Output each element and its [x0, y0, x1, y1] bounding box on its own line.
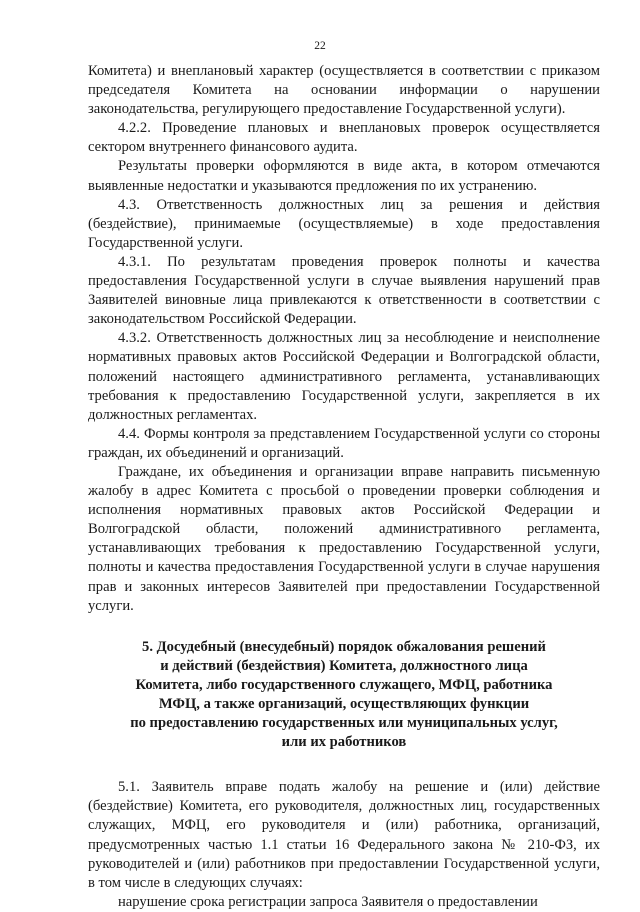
paragraph: Комитета) и внеплановый характер (осуществляется в соответствии с приказом председателя Комитета на основании информации о нарушении законодательства, регулирующего предоставление Государственной услуги). [88, 63, 600, 118]
paragraph: 4.4. Формы контроля за представлением Государственной услуги со стороны граждан, их объединений и организаций. [88, 425, 600, 461]
paragraph: Граждане, их объединения и организации вправе направить письменную жалобу в адрес Комитета с просьбой о проведении проверки соблюдения и исполнения нормативных правовых актов Российской Федерации и Волгоградской области, положений административного регламента, устанавливающих требования к предоставлению Государственной услуги, полноты и качества предоставления Государственной услуги в случае нарушения прав и законных интересов Заявителей при предоставлении Государственной услуги. [88, 463, 600, 614]
document-body [88, 62, 600, 912]
heading-line: 5. Досудебный (внесудебный) порядок обжалования решений [142, 638, 546, 655]
paragraph: 4.3. Ответственность должностных лиц за решения и действия (бездействие), принимаемые (осуществляемые) в ходе предоставления Государственной услуги. [88, 196, 600, 251]
heading-line: МФЦ, а также организаций, осуществляющих функции [158, 696, 530, 712]
section-5-text [88, 778, 600, 912]
section-4-text [88, 62, 600, 616]
paragraph: Результаты проверки оформляются в виде акта, в котором отмечаются выявленные недостатки и указываются предложения по их устранению. [88, 158, 600, 194]
paragraph: нарушение срока регистрации запроса Заявителя о предоставлении [118, 893, 538, 910]
heading-line: Комитета, либо государственного служащего, МФЦ, работника [135, 676, 553, 693]
page-number: 22 [314, 40, 326, 52]
paragraph: 4.3.2. Ответственность должностных лиц за несоблюдение и неисполнение нормативных правовых актов Российской Федерации и Волгоградской области, положений настоящего административного регламента, устанавливающих требования к предоставлению Государственной услуги, закрепляется в их должностных регламентах. [88, 330, 600, 423]
paragraph: 5.1. Заявитель вправе подать жалобу на решение и (или) действие (бездействие) Комитета, его руководителя, должностных лиц, государственных служащих, МФЦ, его руководителя и (или) работника, организаций, предусмотренных частью 1.1 статьи 16 Федерального закона № 210-ФЗ, их руководителей и (или) работников при предоставлении Государственной услуги, в том числе в следующих случаях: [88, 779, 600, 891]
section-5-heading [88, 638, 600, 753]
heading-line: по предоставлению государственных или муниципальных услуг, [130, 715, 558, 732]
paragraph: 4.3.1. По результатам проведения проверок полноты и качества предоставления Государственной услуги в случае выявления нарушений прав Заявителей виновные лица привлекаются к ответственности в соответствии с законодательством Российской Федерации. [88, 253, 600, 328]
paragraph: 4.2.2. Проведение плановых и внеплановых проверок осуществляется сектором внутреннего финансового аудита. [88, 120, 600, 156]
heading-line: и действий (бездействия) Комитета, должностного лица [160, 657, 528, 674]
heading-line: или их работников [281, 734, 407, 751]
